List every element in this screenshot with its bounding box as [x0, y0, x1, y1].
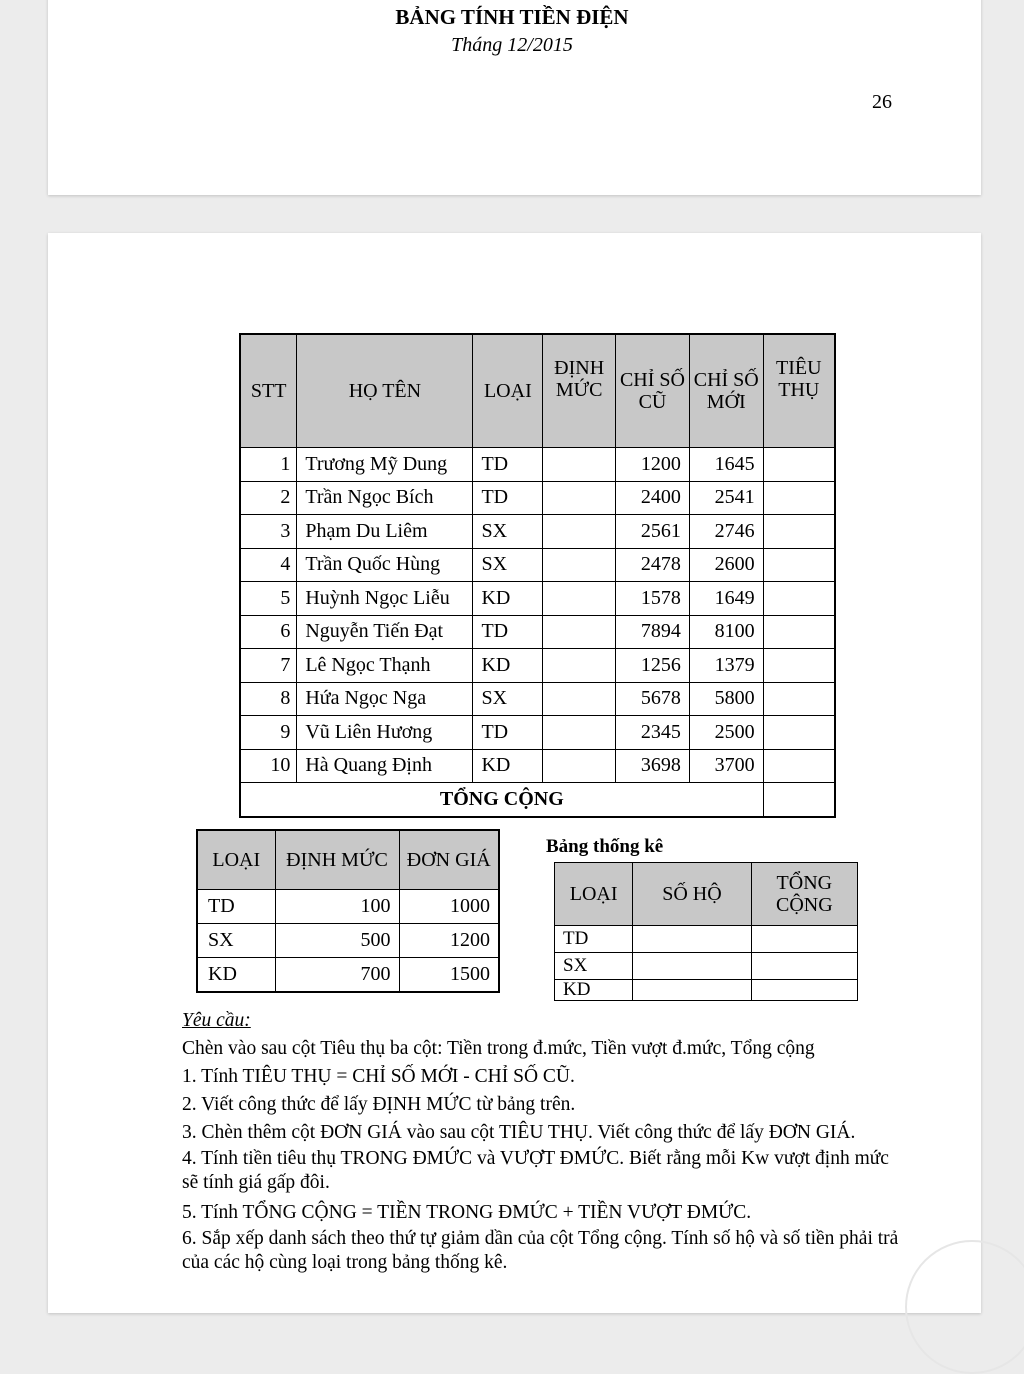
cell-type: KD — [473, 649, 543, 683]
cell-new-reading: 2500 — [689, 716, 763, 750]
table-row — [555, 953, 858, 980]
total-row — [240, 783, 835, 817]
cell-new-reading: 1379 — [689, 649, 763, 683]
requirement-item: 5. Tính TỔNG CỘNG = TIỀN TRONG ĐMỨC + TIỀN VƯỢT ĐMỨC. — [182, 1202, 752, 1223]
table-row — [555, 980, 858, 1001]
rate-header-dinh-muc: ĐỊNH MỨC — [275, 830, 399, 890]
header-loai: LOẠI — [473, 334, 543, 448]
rate-table — [196, 829, 500, 993]
cell-old-reading: 2478 — [616, 548, 690, 582]
cell-dinh-muc — [543, 481, 616, 515]
table-row — [197, 924, 499, 958]
cell-stt: 4 — [240, 548, 297, 582]
stats-table-title: Bảng thống kê — [546, 836, 664, 857]
cell-tieu-thu — [763, 649, 835, 683]
total-label: TỔNG CỘNG — [240, 783, 763, 817]
header-chi-so-cu: CHỈ SỐ CŨ — [616, 334, 690, 448]
cell-name: Hứa Ngọc Nga — [297, 682, 473, 716]
cell-quota: 700 — [275, 958, 399, 993]
table-row — [197, 958, 499, 993]
cell-quota: 500 — [275, 924, 399, 958]
cell-tong-cong — [751, 926, 857, 953]
table-row — [240, 548, 835, 582]
cell-so-ho — [633, 980, 751, 1001]
requirements-section — [182, 1007, 902, 1279]
cell-type: KD — [473, 749, 543, 783]
cell-dinh-muc — [543, 682, 616, 716]
rate-header-loai: LOẠI — [197, 830, 275, 890]
table-row — [197, 890, 499, 924]
cell-dinh-muc — [543, 749, 616, 783]
table-row — [240, 615, 835, 649]
cell-old-reading: 1200 — [616, 448, 690, 482]
requirement-item: 6. Sắp xếp danh sách theo thứ tự giảm dần của cột Tổng cộng. Tính số hộ và số tiền phải trả của các hộ cùng loại trong bảng thống kê. — [182, 1228, 899, 1273]
cell-old-reading: 5678 — [616, 682, 690, 716]
cell-stt: 5 — [240, 582, 297, 616]
cell-dinh-muc — [543, 615, 616, 649]
rate-header-don-gia: ĐƠN GIÁ — [399, 830, 499, 890]
cell-stt: 9 — [240, 716, 297, 750]
table-row — [240, 481, 835, 515]
stats-table — [554, 862, 858, 1001]
rate-header-row — [197, 830, 499, 890]
stats-header-so-ho: SỐ HỘ — [633, 863, 751, 926]
page-number: 26 — [872, 91, 892, 113]
cell-so-ho — [633, 926, 751, 953]
cell-name: Nguyễn Tiến Đạt — [297, 615, 473, 649]
cell-name: Vũ Liên Hương — [297, 716, 473, 750]
requirements-heading: Yêu cầu: — [182, 1010, 251, 1031]
cell-name: Trương Mỹ Dung — [297, 448, 473, 482]
cell-old-reading: 1578 — [616, 582, 690, 616]
table-row — [240, 448, 835, 482]
cell-stt: 10 — [240, 749, 297, 783]
cell-quota: 100 — [275, 890, 399, 924]
header-chi-so-moi: CHỈ SỐ MỚI — [689, 334, 763, 448]
table-row — [240, 682, 835, 716]
cell-type: TD — [473, 716, 543, 750]
header-tieu-thu: TIÊU THỤ — [763, 334, 835, 448]
table-row — [240, 515, 835, 549]
document-title: BẢNG TÍNH TIỀN ĐIỆN — [395, 5, 629, 29]
cell-tieu-thu — [763, 515, 835, 549]
cell-type: SX — [473, 682, 543, 716]
cell-tieu-thu — [763, 615, 835, 649]
table-row — [555, 926, 858, 953]
cell-dinh-muc — [543, 448, 616, 482]
cell-stt: 3 — [240, 515, 297, 549]
header-ho-ten: HỌ TÊN — [297, 334, 473, 448]
cell-tieu-thu — [763, 749, 835, 783]
cell-old-reading: 7894 — [616, 615, 690, 649]
cell-type: KD — [197, 958, 275, 993]
cell-price: 1200 — [399, 924, 499, 958]
cell-stt: 6 — [240, 615, 297, 649]
cell-tieu-thu — [763, 716, 835, 750]
cell-dinh-muc — [543, 548, 616, 582]
cell-tong-cong — [751, 953, 857, 980]
cell-new-reading: 3700 — [689, 749, 763, 783]
cell-name: Trần Ngọc Bích — [297, 481, 473, 515]
cell-type: TD — [473, 448, 543, 482]
requirement-item: 1. Tính TIÊU THỤ = CHỈ SỐ MỚI - CHỈ SỐ CŨ. — [182, 1066, 575, 1087]
cell-new-reading: 2541 — [689, 481, 763, 515]
cell-old-reading: 1256 — [616, 649, 690, 683]
cell-type: TD — [555, 926, 633, 953]
cell-old-reading: 2400 — [616, 481, 690, 515]
cell-dinh-muc — [543, 649, 616, 683]
cell-name: Phạm Du Liêm — [297, 515, 473, 549]
stats-header-tong-cong: TỔNG CỘNG — [751, 863, 857, 926]
cell-type: TD — [473, 481, 543, 515]
cell-old-reading: 2561 — [616, 515, 690, 549]
cell-stt: 2 — [240, 481, 297, 515]
cell-new-reading: 5800 — [689, 682, 763, 716]
cell-old-reading: 2345 — [616, 716, 690, 750]
cell-tieu-thu — [763, 481, 835, 515]
cell-so-ho — [633, 953, 751, 980]
stats-header-loai: LOẠI — [555, 863, 633, 926]
cell-name: Hà Quang Định — [297, 749, 473, 783]
table-header-row — [240, 334, 835, 448]
cell-new-reading: 1645 — [689, 448, 763, 482]
table-row — [240, 582, 835, 616]
table-row — [240, 649, 835, 683]
cell-type: SX — [473, 515, 543, 549]
cell-tong-cong — [751, 980, 857, 1001]
cell-name: Lê Ngọc Thạnh — [297, 649, 473, 683]
requirements-intro: Chèn vào sau cột Tiêu thụ ba cột: Tiền trong đ.mức, Tiền vượt đ.mức, Tổng cộng — [182, 1038, 815, 1059]
electricity-bill-table — [239, 333, 836, 818]
document-subtitle: Tháng 12/2015 — [451, 34, 573, 56]
cell-type: SX — [197, 924, 275, 958]
decorative-circle — [905, 1240, 1024, 1374]
cell-type: KD — [473, 582, 543, 616]
table-row — [240, 716, 835, 750]
cell-name: Huỳnh Ngọc Liễu — [297, 582, 473, 616]
cell-type: SX — [555, 953, 633, 980]
cell-type: KD — [555, 980, 633, 1001]
cell-name: Trần Quốc Hùng — [297, 548, 473, 582]
cell-old-reading: 3698 — [616, 749, 690, 783]
cell-stt: 7 — [240, 649, 297, 683]
cell-type: TD — [473, 615, 543, 649]
cell-new-reading: 1649 — [689, 582, 763, 616]
cell-tieu-thu — [763, 548, 835, 582]
table-row — [240, 749, 835, 783]
cell-new-reading: 2600 — [689, 548, 763, 582]
requirement-item: 2. Viết công thức để lấy ĐỊNH MỨC từ bảng trên. — [182, 1094, 576, 1115]
cell-dinh-muc — [543, 716, 616, 750]
cell-tieu-thu — [763, 682, 835, 716]
cell-new-reading: 8100 — [689, 615, 763, 649]
header-stt: STT — [240, 334, 297, 448]
cell-dinh-muc — [543, 582, 616, 616]
cell-dinh-muc — [543, 515, 616, 549]
cell-type: TD — [197, 890, 275, 924]
cell-price: 1500 — [399, 958, 499, 993]
requirement-item: 4. Tính tiền tiêu thụ TRONG ĐMỨC và VƯỢT ĐMỨC. Biết rằng mỗi Kw vượt định mức sẽ tính giá gấp đôi. — [182, 1148, 889, 1193]
cell-stt: 1 — [240, 448, 297, 482]
cell-new-reading: 2746 — [689, 515, 763, 549]
cell-stt: 8 — [240, 682, 297, 716]
requirement-item: 3. Chèn thêm cột ĐƠN GIÁ vào sau cột TIÊU THỤ. Viết công thức để lấy ĐƠN GIÁ. — [182, 1122, 856, 1143]
total-value-cell — [763, 783, 835, 817]
cell-price: 1000 — [399, 890, 499, 924]
cell-type: SX — [473, 548, 543, 582]
cell-tieu-thu — [763, 582, 835, 616]
header-dinh-muc: ĐỊNH MỨC — [543, 334, 616, 448]
cell-tieu-thu — [763, 448, 835, 482]
stats-header-row — [555, 863, 858, 926]
